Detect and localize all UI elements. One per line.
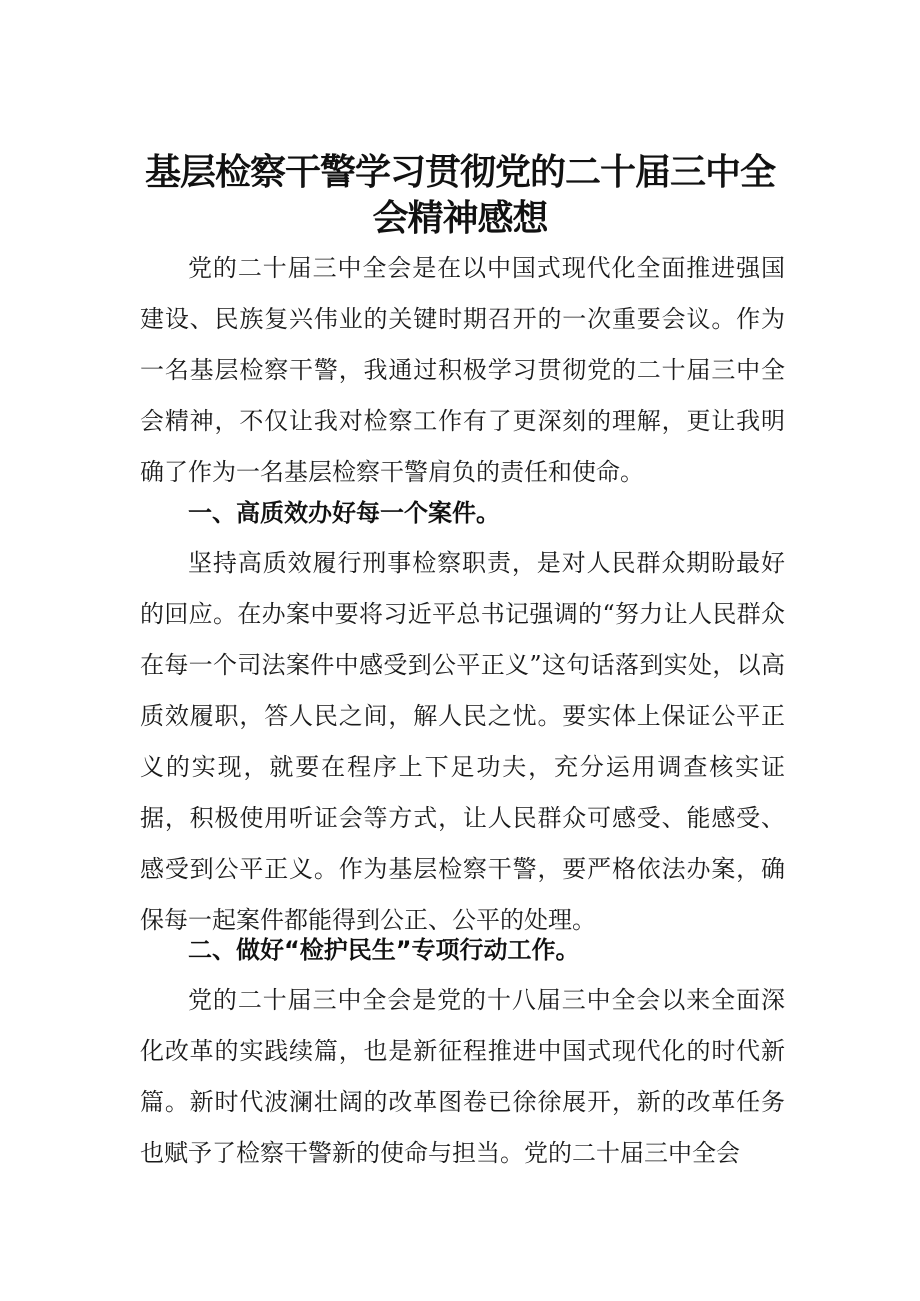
title-line-1: 基层检察干警学习贯彻党的二十届三中全 <box>144 152 775 194</box>
section-heading-2: 二、做好“检护民生”专项行动工作。 <box>188 936 580 964</box>
paragraph-intro: 党的二十届三中全会是在以中国式现代化全面推进强国建设、民族复兴伟业的关键时期召开的一次重要会议。作为一名基层检察干警，我通过积极学习贯彻党的二十届三中全会精神，不仅让我对检察工作有了更深刻的理解，更让我明确了作为一名基层检察干警肩负的责任和使命。 <box>140 254 785 486</box>
document-title <box>0 150 920 242</box>
section-heading-1: 一、高质效办好每一个案件。 <box>188 499 500 527</box>
title-line-2: 会精神感想 <box>372 198 548 240</box>
paragraph-section-2: 党的二十届三中全会是党的十八届三中全会以来全面深化改革的实践续篇，也是新征程推进中国式现代化的时代新篇。新时代波澜壮阔的改革图卷已徐徐展开，新的改革任务也赋予了检察干警新的使命与担当。党的二十届三中全会 <box>140 986 785 1167</box>
paragraph-section-1: 坚持高质效履行刑事检察职责，是对人民群众期盼最好的回应。在办案中要将习近平总书记强调的“努力让人民群众在每一个司法案件中感受到公平正义”这句话落到实处，以高质效履职，答人民之间，解人民之忧。要实体上保证公平正义的实现，就要在程序上下足功夫，充分运用调查核实证据，积极使用听证会等方式，让人民群众可感受、能感受、感受到公平正义。作为基层检察干警，要严格依法办案，确保每一起案件都能得到公正、公平的处理。 <box>140 549 785 934</box>
